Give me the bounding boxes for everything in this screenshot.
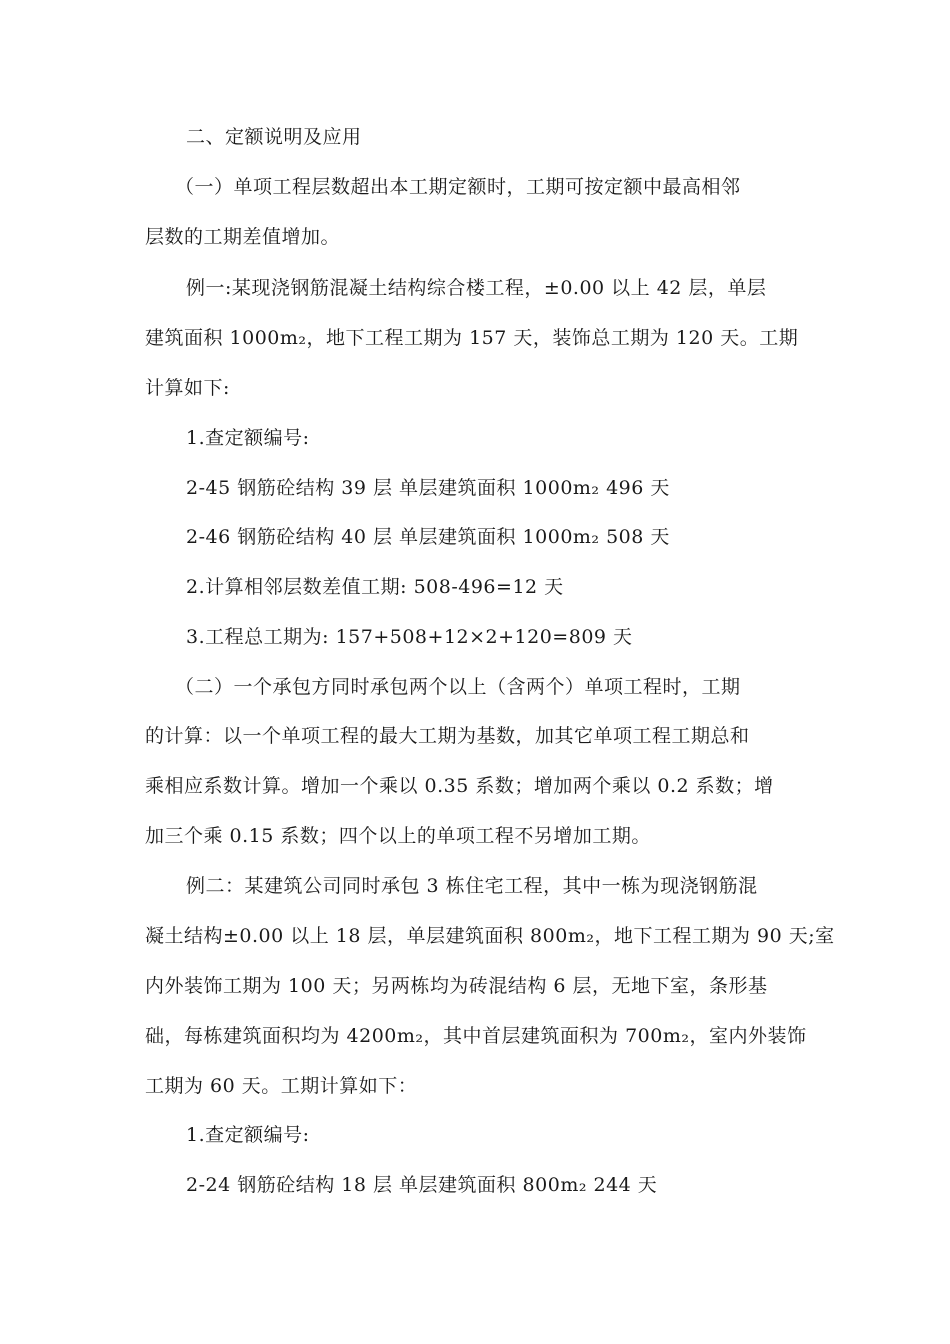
- paragraph-2-line-2: 的计算：以一个单项工程的最大工期为基数，加其它单项工程工期总和: [145, 725, 750, 747]
- paragraph-1-line-1: （一）单项工程层数超出本工期定额时，工期可按定额中最高相邻: [175, 176, 741, 198]
- example-2-line-5: 工期为 60 天。工期计算如下：: [145, 1075, 418, 1097]
- quota-row-2-45: 2-45 钢筋砼结构 39 层 单层建筑面积 1000m₂ 496 天: [186, 477, 670, 499]
- paragraph-1-line-2: 层数的工期差值增加。: [145, 226, 341, 248]
- step-2-difference: 2.计算相邻层数差值工期: 508-496=12 天: [186, 576, 564, 598]
- example-2-line-1: 例二：某建筑公司同时承包 3 栋住宅工程，其中一栋为现浇钢筋混: [186, 875, 758, 897]
- paragraph-2-line-3: 乘相应系数计算。增加一个乘以 0.35 系数；增加两个乘以 0.2 系数；增: [145, 775, 774, 797]
- step-1-lookup: 1.查定额编号:: [186, 427, 310, 449]
- step-1-lookup-2: 1.查定额编号:: [186, 1124, 310, 1146]
- example-2-line-2: 凝土结构±0.00 以上 18 层，单层建筑面积 800m₂，地下工程工期为 90 天;室: [145, 925, 835, 947]
- example-2-line-4: 础，每栋建筑面积均为 4200m₂，其中首层建筑面积为 700m₂，室内外装饰: [145, 1025, 807, 1047]
- quota-row-2-46: 2-46 钢筋砼结构 40 层 单层建筑面积 1000m₂ 508 天: [186, 526, 670, 548]
- example-1-line-2: 建筑面积 1000m₂，地下工程工期为 157 天，装饰总工期为 120 天。工期: [145, 327, 799, 349]
- example-1-line-3: 计算如下:: [145, 377, 230, 399]
- section-heading: 二、定额说明及应用: [186, 126, 362, 148]
- paragraph-2-line-4: 加三个乘 0.15 系数；四个以上的单项工程不另增加工期。: [145, 825, 651, 847]
- paragraph-2-line-1: （二）一个承包方同时承包两个以上（含两个）单项工程时，工期: [175, 676, 741, 698]
- quota-row-2-24: 2-24 钢筋砼结构 18 层 单层建筑面积 800m₂ 244 天: [186, 1174, 658, 1196]
- step-3-total: 3.工程总工期为: 157+508+12×2+120=809 天: [186, 626, 633, 648]
- example-1-line-1: 例一:某现浇钢筋混凝土结构综合楼工程，±0.00 以上 42 层，单层: [186, 277, 767, 299]
- example-2-line-3: 内外装饰工期为 100 天；另两栋均为砖混结构 6 层，无地下室，条形基: [145, 975, 768, 997]
